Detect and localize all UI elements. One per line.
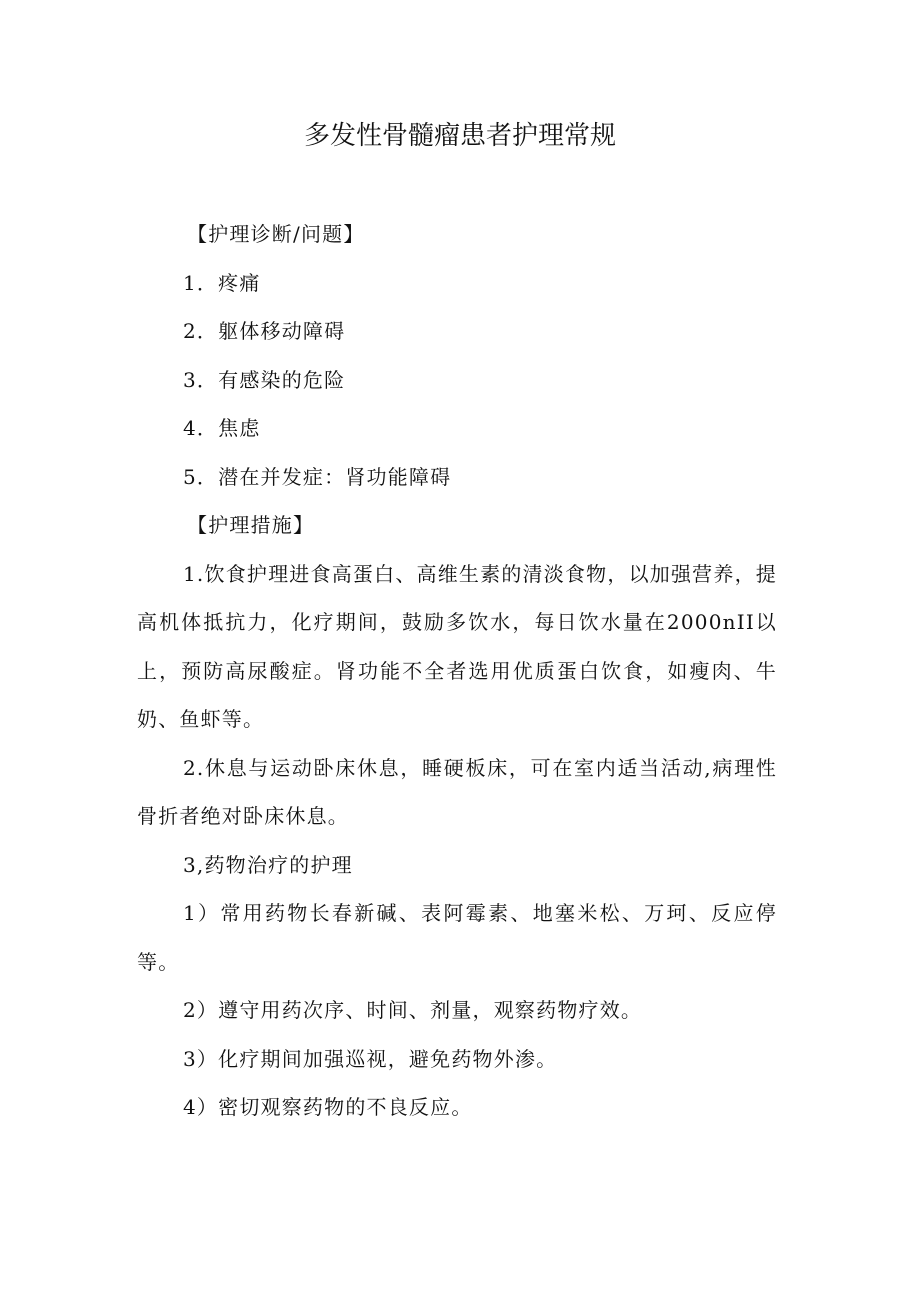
diagnosis-item: 1．疼痛 <box>183 270 261 295</box>
document-title: 多发性骨髓瘤患者护理常规 <box>303 121 616 151</box>
diagnosis-item: 4．焦虑 <box>183 416 261 440</box>
drug-item: 3）化疗期间加强巡视，避免药物外渗。 <box>183 1046 558 1071</box>
measure-paragraph-diet: 1.饮食护理进食高蛋白、高维生素的清淡食物，以加强营养，提高机体抵抗力，化疗期间，鼓励多饮水，每日饮水量在2000nII以上，预防高尿酸症。肾功能不全者选用优质蛋白饮食，如瘦肉、牛奶、鱼虾等。 <box>137 561 777 731</box>
drug-item: 2）遵守用药次序、时间、剂量，观察药物疗效。 <box>183 998 643 1022</box>
measure-paragraph-rest: 2.休息与运动卧床休息，睡硬板床，可在室内适当活动,病理性骨折者绝对卧床休息。 <box>137 755 777 828</box>
diagnosis-heading: 【护理诊断/问题】 <box>187 222 365 246</box>
diagnosis-item: 2．躯体移动障碍 <box>183 319 346 343</box>
document-body <box>137 210 777 1132</box>
diagnosis-item: 3．有感染的危险 <box>183 367 346 392</box>
diagnosis-item: 5．潜在并发症：肾功能障碍 <box>183 464 452 489</box>
measures-heading: 【护理措施】 <box>187 513 315 537</box>
drug-item: 1）常用药物长春新碱、表阿霉素、地塞米松、万珂、反应停等。 <box>137 901 777 974</box>
drug-item: 4）密切观察药物的不良反应。 <box>183 1095 473 1119</box>
measure-drug-title: 3,药物治疗的护理 <box>183 852 353 877</box>
